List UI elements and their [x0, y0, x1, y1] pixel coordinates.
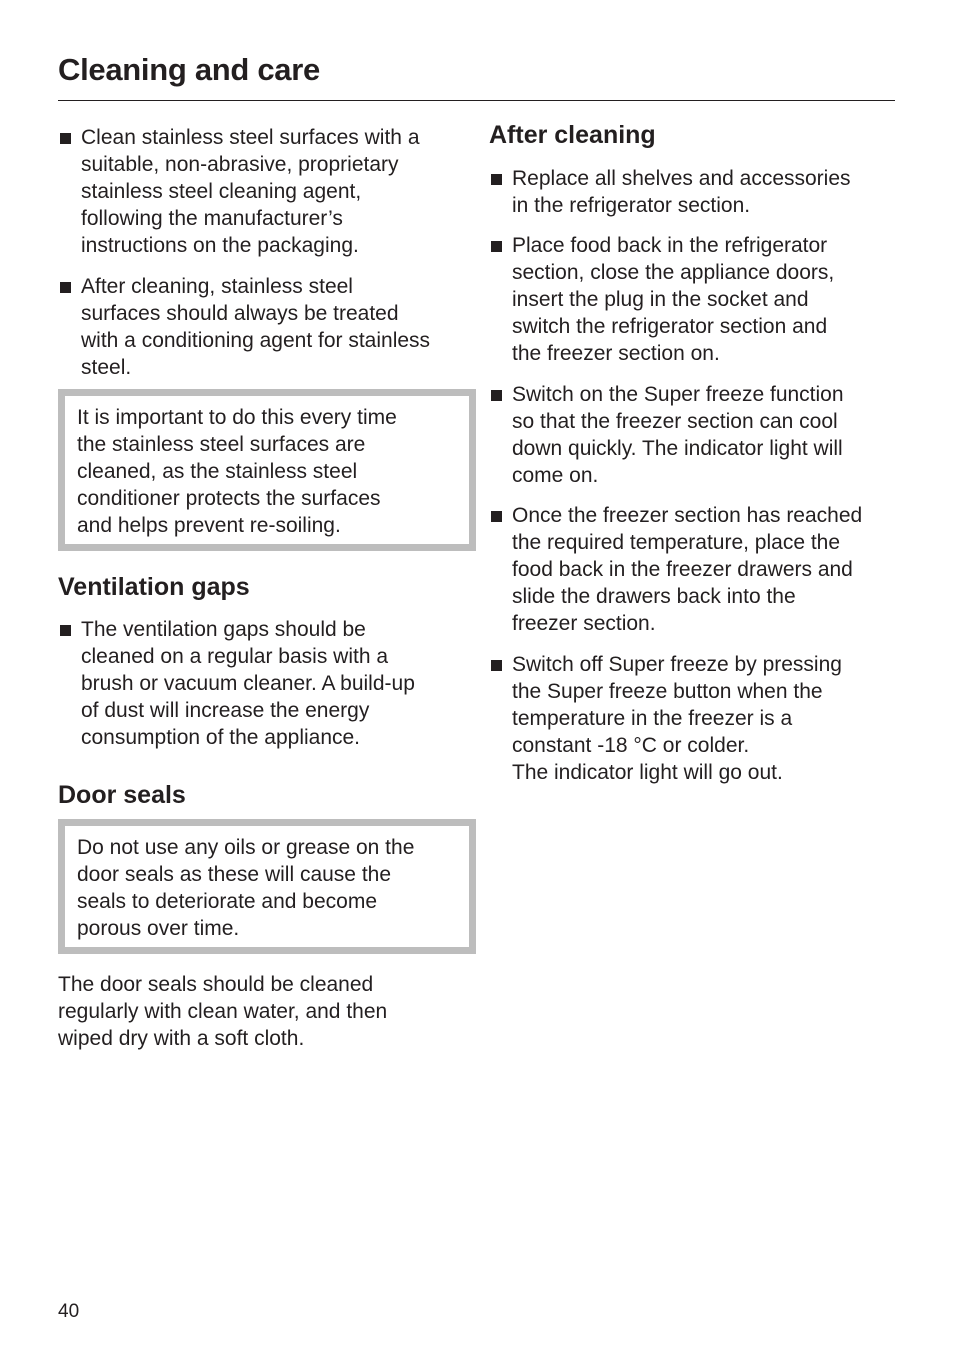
bullet-square-icon	[491, 390, 502, 401]
bullet-square-icon	[60, 133, 71, 144]
list-item	[58, 616, 468, 751]
bullet-square-icon	[491, 241, 502, 252]
title-divider	[58, 100, 895, 101]
bullet-square-icon	[60, 625, 71, 636]
list-item-text: The ventilation gaps should be cleaned on a regular basis with a brush or vacuum cleaner. A build-up of dust will increase the energy consumption of the appliance.	[81, 618, 415, 749]
list-item-text: After cleaning, stainless steel surfaces should always be treated with a conditioning agent for stainless steel.	[81, 275, 431, 379]
section-heading-ventilation: Ventilation gaps	[58, 573, 250, 601]
list-item	[489, 651, 899, 786]
list-item	[58, 124, 468, 259]
note-box-door-seals: Do not use any oils or grease on the door seals as these will cause the seals to deteriorate and become porous over time.	[58, 819, 476, 954]
list-item	[489, 232, 899, 367]
list-item-text: Clean stainless steel surfaces with a suitable, non-abrasive, proprietary stainless steel cleaning agent, following the manufacturer’s instructions on the packaging.	[81, 126, 420, 257]
page-number: 40	[58, 1301, 80, 1322]
list-item-text: Switch off Super freeze by pressing the Super freeze button when the temperature in the freezer is a constant -18 °C or colder. The indicator light will go out.	[512, 653, 842, 784]
bullet-square-icon	[491, 511, 502, 522]
door-seals-paragraph: The door seals should be cleaned regularly with clean water, and then wiped dry with a soft cloth.	[58, 973, 388, 1050]
bullet-square-icon	[491, 660, 502, 671]
list-item	[489, 502, 899, 637]
list-item-text: Replace all shelves and accessories in the refrigerator section.	[512, 167, 851, 217]
note-box-conditioner: It is important to do this every time the stainless steel surfaces are cleaned, as the stainless steel conditioner protects the surfaces and helps prevent re-soiling.	[58, 389, 476, 551]
bullet-square-icon	[60, 282, 71, 293]
list-item-text: Switch on the Super freeze function so that the freezer section can cool down quickly. The indicator light will come on.	[512, 383, 844, 487]
list-item-text: Place food back in the refrigerator section, close the appliance doors, insert the plug in the socket and switch the refrigerator section and the freezer section on.	[512, 234, 835, 365]
page-title: Cleaning and care	[58, 52, 320, 87]
section-heading-after-cleaning: After cleaning	[489, 121, 656, 149]
list-item	[489, 381, 899, 489]
list-item	[58, 273, 468, 381]
list-item-text: Once the freezer section has reached the required temperature, place the food back in the freezer drawers and slide the drawers back into the freezer section.	[512, 504, 863, 635]
list-item	[489, 165, 899, 219]
bullet-square-icon	[491, 174, 502, 185]
section-heading-door-seals: Door seals	[58, 781, 186, 809]
